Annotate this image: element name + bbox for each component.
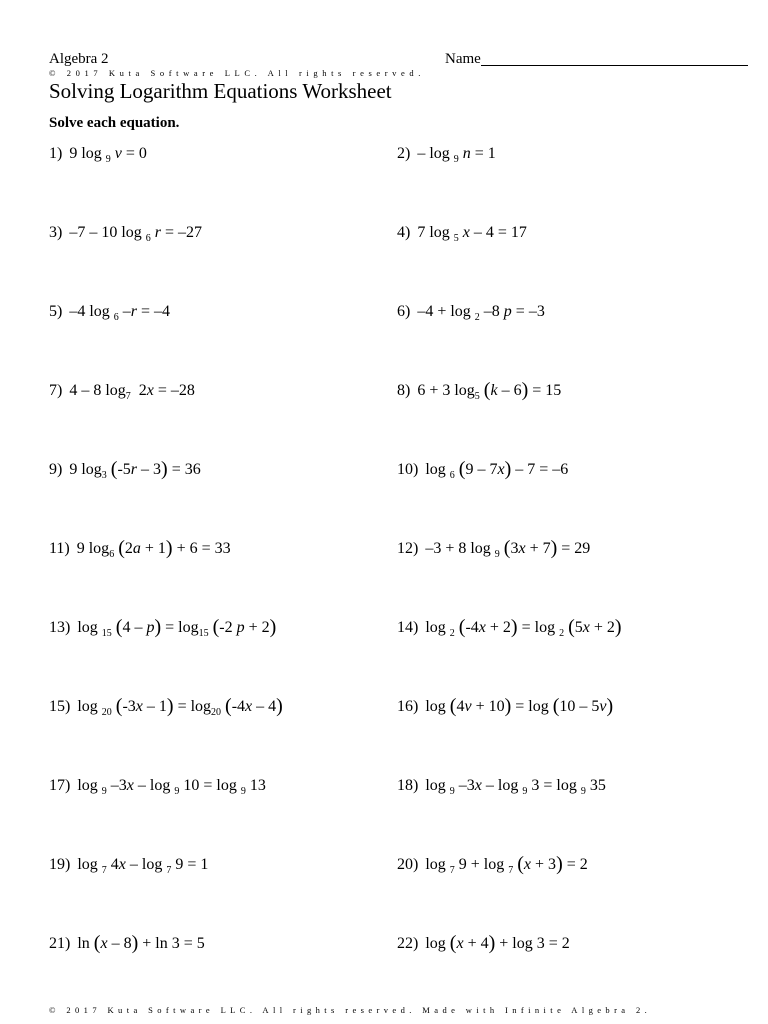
parenthesis: (	[212, 616, 220, 638]
problem-number: 15)	[49, 698, 71, 715]
equation-text: 2	[130, 382, 147, 399]
parenthesis: )	[614, 616, 622, 638]
name-line	[481, 65, 748, 66]
variable: r	[130, 303, 138, 320]
variable: x	[126, 777, 134, 794]
variable: a	[132, 540, 141, 557]
problem-19	[49, 856, 208, 874]
equation-text: = log	[161, 619, 199, 636]
problem-equation	[425, 616, 622, 639]
equation-text: = log	[517, 619, 560, 636]
equation-text: 9 log	[76, 540, 110, 557]
problem-22	[397, 932, 570, 954]
equation-text: 4	[106, 856, 119, 873]
equation-text: –	[118, 303, 131, 320]
equation-text: 4 –	[122, 619, 147, 636]
instructions: Solve each equation.	[49, 115, 180, 131]
variable: x	[478, 619, 486, 636]
problem-17	[49, 777, 266, 795]
problem-equation	[417, 145, 496, 165]
equation-text: + 4	[463, 935, 489, 952]
variable: x	[100, 935, 108, 952]
variable: k	[490, 382, 498, 399]
problem-equation	[76, 537, 231, 560]
log-base: 9	[101, 786, 107, 797]
problem-3	[49, 224, 202, 242]
problem-number: 10)	[397, 461, 419, 478]
log-base: 2	[474, 312, 480, 323]
log-base: 7	[449, 865, 455, 876]
parenthesis: (	[110, 458, 118, 480]
parenthesis: (	[225, 695, 232, 717]
equation-text: log	[77, 619, 102, 636]
equation-text: = –4	[137, 303, 171, 320]
log-base: 6	[113, 312, 119, 323]
problem-number: 8)	[397, 382, 411, 399]
equation-text: + 10	[471, 698, 505, 715]
equation-text: 9 = 1	[171, 856, 209, 873]
equation-text: –7 – 10 log	[69, 224, 146, 241]
parenthesis: )	[510, 616, 518, 638]
parenthesis: )	[276, 695, 283, 717]
equation-text: = 2	[562, 856, 588, 873]
problem-equation	[69, 224, 203, 244]
parenthesis: )	[550, 537, 558, 559]
problem-number: 3)	[49, 224, 63, 241]
problem-number: 12)	[397, 540, 419, 557]
problem-number: 4)	[397, 224, 411, 241]
equation-text: -4	[231, 698, 246, 715]
log-base: 15	[101, 628, 112, 639]
log-base: 7	[101, 865, 107, 876]
equation-text: log	[425, 698, 450, 715]
problem-equation	[425, 458, 569, 481]
variable: x	[456, 935, 464, 952]
equation-text: – log	[417, 145, 454, 162]
log-base: 6	[449, 470, 455, 481]
problem-equation	[77, 856, 209, 876]
parenthesis: )	[161, 458, 168, 480]
log-base: 5	[453, 233, 459, 244]
equation-text: + log 3 = 2	[495, 935, 570, 952]
equation-text: + ln 3 = 5	[138, 935, 205, 952]
equation-text: -2	[219, 619, 237, 636]
equation-text: log	[425, 619, 450, 636]
variable: x	[582, 619, 590, 636]
equation-text: 3 = log	[527, 777, 581, 794]
parenthesis: )	[166, 695, 174, 717]
equation-text: = log	[511, 698, 553, 715]
problem-equation	[417, 224, 527, 244]
problem-16	[397, 695, 614, 717]
variable: r	[154, 224, 162, 241]
problem-number: 11)	[49, 540, 70, 557]
parenthesis: (	[93, 932, 101, 954]
log-base: 9	[522, 786, 528, 797]
problem-number: 18)	[397, 777, 419, 794]
problem-20	[397, 853, 588, 876]
equation-text: – 7 = –6	[511, 461, 569, 478]
problem-equation	[77, 695, 283, 718]
problem-9	[49, 458, 201, 481]
equation-text: – log	[133, 777, 175, 794]
problem-equation	[417, 379, 562, 402]
equation-text: + 7	[525, 540, 551, 557]
parenthesis: (	[449, 932, 457, 954]
problem-number: 21)	[49, 935, 71, 952]
equation-text: = –28	[153, 382, 195, 399]
problem-number: 19)	[49, 856, 71, 873]
parenthesis: )	[606, 695, 614, 717]
equation-text: – 4	[252, 698, 277, 715]
parenthesis: (	[503, 537, 511, 559]
problem-number: 1)	[49, 145, 63, 162]
problem-number: 6)	[397, 303, 411, 320]
parenthesis: )	[521, 379, 529, 401]
parenthesis: (	[568, 616, 575, 638]
variable: x	[245, 698, 253, 715]
equation-text: ln	[77, 935, 94, 952]
problem-equation	[69, 303, 171, 323]
equation-text: 4	[456, 698, 465, 715]
equation-text: – 3	[137, 461, 162, 478]
equation-text: –8	[479, 303, 504, 320]
equation-text: log	[77, 698, 102, 715]
variable: v	[464, 698, 472, 715]
problem-7	[49, 382, 195, 400]
parenthesis: )	[165, 537, 173, 559]
equation-text: = –3	[511, 303, 545, 320]
log-base: 6	[145, 233, 151, 244]
problem-equation	[77, 616, 277, 639]
variable: x	[146, 382, 154, 399]
problem-equation	[69, 145, 147, 165]
problem-5	[49, 303, 170, 321]
problem-8	[397, 379, 562, 402]
equation-text: + 1	[140, 540, 166, 557]
equation-text: 5	[574, 619, 583, 636]
name-label: Name	[445, 51, 481, 67]
problem-number: 9)	[49, 461, 63, 478]
problem-number: 20)	[397, 856, 419, 873]
parenthesis: )	[154, 616, 162, 638]
parenthesis: (	[449, 695, 457, 717]
equation-text: 10 – 5	[559, 698, 600, 715]
equation-text: = 1	[470, 145, 496, 162]
log-base: 6	[109, 549, 115, 560]
variable: v	[114, 145, 122, 162]
equation-text: = 29	[557, 540, 591, 557]
problem-13	[49, 616, 277, 639]
equation-text: 6 + 3 log	[417, 382, 475, 399]
parenthesis: )	[488, 932, 496, 954]
variable: x	[497, 461, 505, 478]
equation-text: -4	[465, 619, 479, 636]
equation-text: 9 log	[69, 461, 102, 478]
equation-text: log	[425, 461, 450, 478]
problem-equation	[77, 777, 266, 797]
equation-text: + 3	[531, 856, 557, 873]
equation-text: –3	[106, 777, 127, 794]
variable: x	[135, 698, 143, 715]
parenthesis: (	[517, 853, 524, 875]
equation-text: 10 = log	[179, 777, 241, 794]
parenthesis: (	[483, 379, 491, 401]
equation-text: – log	[481, 777, 523, 794]
parenthesis: (	[118, 537, 125, 559]
problem-equation	[425, 537, 591, 560]
parenthesis: (	[115, 616, 123, 638]
equation-text: = 15	[528, 382, 562, 399]
variable: r	[130, 461, 138, 478]
log-base: 7	[166, 865, 172, 876]
equation-text: -5	[117, 461, 131, 478]
problem-21	[49, 932, 205, 954]
variable: v	[599, 698, 607, 715]
variable: x	[518, 540, 526, 557]
problem-18	[397, 777, 606, 795]
problem-6	[397, 303, 545, 321]
problem-number: 17)	[49, 777, 71, 794]
problem-10	[397, 458, 569, 481]
problem-1	[49, 145, 147, 163]
equation-text: 35	[585, 777, 606, 794]
equation-text: –3	[454, 777, 475, 794]
problem-equation	[69, 458, 201, 481]
log-base: 9	[580, 786, 586, 797]
equation-text: 13	[245, 777, 266, 794]
copyright-header: © 2017 Kuta Software LLC. All rights reserved.	[49, 68, 425, 78]
equation-text: = –27	[161, 224, 203, 241]
log-base: 9	[105, 154, 111, 165]
equation-text: –4 + log	[417, 303, 475, 320]
log-base: 5	[474, 391, 480, 402]
problem-number: 14)	[397, 619, 419, 636]
log-base: 9	[449, 786, 455, 797]
equation-text: = log	[173, 698, 212, 715]
copyright-footer: © 2017 Kuta Software LLC. All rights reserved. Made with Infinite Algebra 2.	[49, 1005, 652, 1015]
variable: p	[146, 619, 155, 636]
log-base: 3	[101, 470, 107, 481]
log-base: 7	[125, 391, 131, 402]
equation-text: log	[425, 777, 450, 794]
problem-equation	[425, 932, 570, 954]
equation-text: – log	[125, 856, 167, 873]
equation-text: 7 log	[417, 224, 454, 241]
problem-equation	[69, 382, 195, 402]
equation-text: 4 – 8 log	[69, 382, 126, 399]
problem-12	[397, 537, 591, 560]
problem-number: 16)	[397, 698, 419, 715]
variable: x	[474, 777, 482, 794]
worksheet-title: Solving Logarithm Equations Worksheet	[49, 79, 392, 103]
equation-text: – 4 = 17	[469, 224, 527, 241]
problem-11	[49, 537, 231, 560]
equation-text: log	[425, 935, 450, 952]
equation-text: + 2	[485, 619, 511, 636]
log-base: 7	[508, 865, 514, 876]
equation-text: 9 log	[69, 145, 106, 162]
log-base: 20	[101, 707, 112, 718]
problem-number: 2)	[397, 145, 411, 162]
equation-text: – 6	[497, 382, 522, 399]
log-base: 2	[449, 628, 455, 639]
problem-equation	[417, 303, 545, 323]
problem-15	[49, 695, 283, 718]
log-base: 9	[240, 786, 246, 797]
parenthesis: )	[131, 932, 139, 954]
problem-14	[397, 616, 622, 639]
problem-equation	[425, 853, 588, 876]
problem-number: 7)	[49, 382, 63, 399]
equation-text: = 36	[167, 461, 201, 478]
equation-text: 2	[124, 540, 133, 557]
parenthesis: )	[504, 458, 512, 480]
equation-text: + 2	[589, 619, 615, 636]
log-base: 9	[494, 549, 500, 560]
parenthesis: (	[115, 695, 123, 717]
problem-number: 22)	[397, 935, 419, 952]
variable: p	[236, 619, 245, 636]
equation-text: – 1	[142, 698, 167, 715]
equation-text: log	[425, 856, 450, 873]
equation-text: –4 log	[69, 303, 114, 320]
variable: x	[462, 224, 470, 241]
parenthesis: (	[458, 616, 466, 638]
log-base: 9	[174, 786, 180, 797]
equation-text: 9 – 7	[465, 461, 498, 478]
parenthesis: )	[504, 695, 512, 717]
variable: x	[523, 856, 532, 873]
log-base: 2	[559, 628, 565, 639]
variable: x	[118, 856, 126, 873]
variable: p	[503, 303, 512, 320]
equation-text: log	[77, 777, 102, 794]
equation-text: – 8	[107, 935, 132, 952]
equation-text: = 0	[121, 145, 147, 162]
problem-4	[397, 224, 527, 242]
parenthesis: (	[552, 695, 560, 717]
equation-text: -3	[122, 698, 136, 715]
equation-text: 9 + log	[454, 856, 509, 873]
equation-text: log	[77, 856, 102, 873]
equation-text: + 6 = 33	[172, 540, 231, 557]
variable: n	[462, 145, 471, 162]
log-base: 9	[453, 154, 459, 165]
parenthesis: )	[269, 616, 277, 638]
equation-text: 3	[510, 540, 519, 557]
parenthesis: (	[458, 458, 466, 480]
course-label: Algebra 2	[49, 51, 109, 67]
problem-number: 13)	[49, 619, 71, 636]
log-base: 20	[211, 707, 222, 718]
problem-2	[397, 145, 496, 163]
parenthesis: )	[556, 853, 563, 875]
log-base: 15	[198, 628, 209, 639]
problem-number: 5)	[49, 303, 63, 320]
problem-equation	[77, 932, 205, 954]
equation-text: + 2	[244, 619, 270, 636]
equation-text: –3 + 8 log	[425, 540, 495, 557]
problem-equation	[425, 777, 606, 797]
problem-equation	[425, 695, 614, 717]
